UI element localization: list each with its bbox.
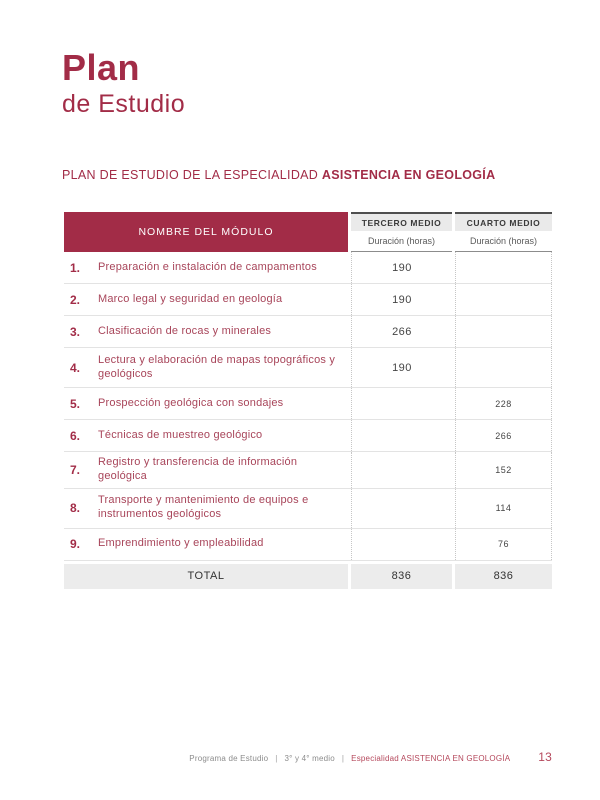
table-header-module-name: NOMBRE DEL MÓDULO — [64, 212, 348, 252]
tercero-duracion-subheader: Duración (horas) — [351, 231, 452, 252]
module-name: Técnicas de muestreo geológico — [98, 428, 263, 441]
module-name: Preparación e instalación de campamentos — [98, 260, 317, 273]
module-name: Registro y transferencia de información geológica — [98, 456, 298, 482]
duration-cuarto: 152 — [495, 464, 512, 475]
duration-tercero: 266 — [392, 325, 412, 338]
module-name: Clasificación de rocas y minerales — [98, 324, 272, 337]
total-row — [64, 564, 552, 589]
table-header-tercero — [351, 212, 452, 252]
row-number: 3. — [70, 324, 81, 339]
module-name: Emprendimiento y empleabilidad — [98, 537, 264, 550]
footer-grade-text: 3° y 4° medio — [284, 754, 335, 763]
row-number: 9. — [70, 537, 81, 551]
module-name: Lectura y elaboración de mapas topográficos y geológicos — [98, 353, 336, 380]
module-name: Transporte y mantenimiento de equipos e instrumentos geológicos — [98, 494, 309, 520]
row-number: 1. — [70, 260, 81, 275]
duration-cuarto: 114 — [495, 503, 512, 513]
table-row — [64, 420, 552, 452]
duration-tercero: 190 — [392, 293, 412, 306]
row-number: 6. — [70, 428, 81, 443]
duration-cuarto: 76 — [497, 539, 509, 549]
title-line-2: de Estudio — [62, 89, 186, 118]
table-row — [64, 316, 552, 348]
table-row — [64, 489, 552, 529]
table-row — [64, 348, 552, 388]
total-value-cuarto: 836 — [455, 564, 552, 589]
table-header-row — [64, 212, 552, 252]
footer-separator: | — [275, 754, 278, 763]
table-row — [64, 529, 552, 561]
total-label: TOTAL — [64, 564, 348, 589]
document-title — [62, 48, 185, 119]
row-number: 7. — [70, 462, 81, 477]
tercero-medio-header: TERCERO MEDIO — [351, 212, 452, 231]
module-name: Marco legal y seguridad en geología — [98, 292, 283, 305]
row-number: 4. — [70, 360, 81, 375]
duration-cuarto: 228 — [495, 398, 512, 409]
duration-cuarto: 266 — [495, 430, 512, 441]
title-line-1: Plan — [62, 47, 141, 88]
table-row — [64, 388, 552, 420]
table-header-cuarto — [455, 212, 552, 252]
row-number: 5. — [70, 396, 81, 411]
page-number: 13 — [538, 750, 552, 764]
row-number: 2. — [70, 292, 81, 307]
table-row — [64, 252, 552, 284]
footer-program-text: Programa de Estudio — [189, 754, 269, 763]
module-name: Prospección geológica con sondajes — [98, 396, 284, 409]
total-value-tercero: 836 — [351, 564, 452, 589]
cuarto-medio-header: CUARTO MEDIO — [455, 212, 552, 231]
duration-tercero: 190 — [392, 261, 412, 274]
section-heading-prefix: PLAN DE ESTUDIO DE LA ESPECIALIDAD — [62, 168, 322, 182]
cuarto-duracion-subheader: Duración (horas) — [455, 231, 552, 252]
table-row — [64, 284, 552, 316]
page-footer — [0, 750, 552, 764]
footer-specialty-text: Especialidad ASISTENCIA EN GEOLOGÍA — [351, 754, 511, 763]
table-row — [64, 452, 552, 489]
duration-tercero: 190 — [392, 361, 412, 374]
study-plan-table — [64, 212, 552, 589]
footer-separator: | — [341, 754, 345, 763]
row-number: 8. — [70, 501, 81, 515]
section-heading-specialty: ASISTENCIA EN GEOLOGÍA — [321, 168, 496, 182]
section-heading — [62, 168, 495, 182]
